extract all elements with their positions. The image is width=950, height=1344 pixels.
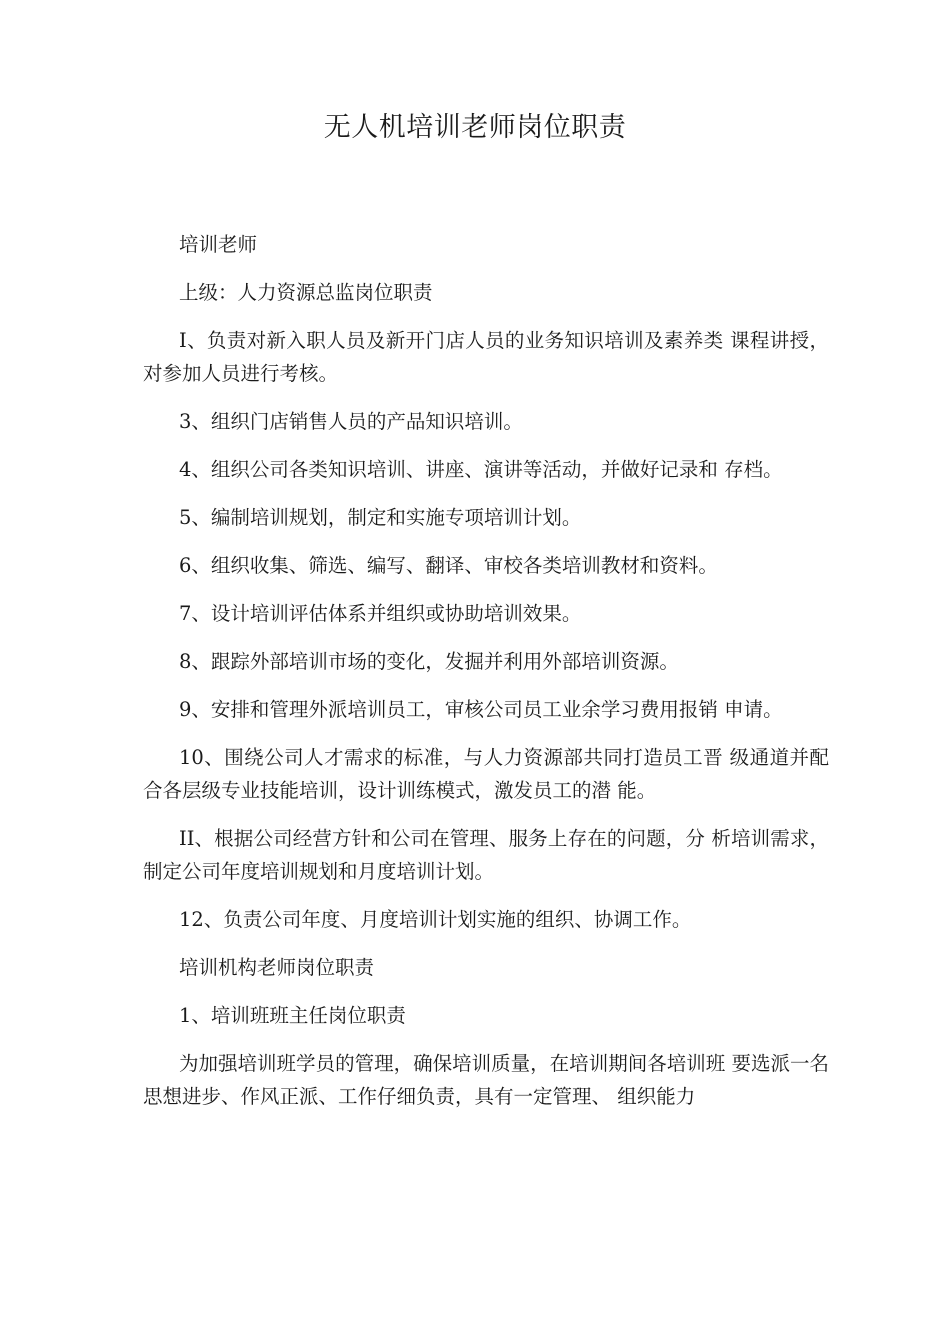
paragraph-2: 上级：人力资源总监岗位职责: [179, 281, 433, 304]
paragraph-8: 7、设计培训评估体系并组织或协助培训效果。: [179, 602, 582, 625]
document-title: 无人机培训老师岗位职责: [323, 112, 627, 143]
paragraph-16: 为加强培训班学员的管理，确保培训质量，在培训期间各培训班 要选派一名思想进步、作风正派、工作仔细负责，具有一定管理、 组织能力: [143, 1052, 829, 1108]
document-body: [143, 228, 829, 1128]
paragraph-6: 5、编制培训规划，制定和实施专项培训计划。: [179, 506, 582, 529]
paragraph-12: II、根据公司经营方针和公司在管理、服务上存在的问题，分 析培训需求，制定公司年度培训规划和月度培训计划。: [143, 827, 829, 883]
paragraph-11: 10、围绕公司人才需求的标准，与人力资源部共同打造员工晋 级通道并配合各层级专业技能培训，设计训练模式，激发员工的潜 能。: [143, 746, 829, 802]
paragraph-5: 4、组织公司各类知识培训、讲座、演讲等活动，并做好记录和 存档。: [179, 458, 783, 481]
paragraph-1: 培训老师: [179, 233, 258, 256]
paragraph-15: 1、培训班班主任岗位职责: [179, 1004, 406, 1027]
paragraph-4: 3、组织门店销售人员的产品知识培训。: [179, 410, 523, 433]
paragraph-13: 12、负责公司年度、月度培训计划实施的组织、协调工作。: [179, 908, 692, 931]
paragraph-3: I、负责对新入职人员及新开门店人员的业务知识培训及素养类 课程讲授，对参加人员进行考核。: [143, 329, 829, 385]
paragraph-7: 6、组织收集、筛选、编写、翻译、审校各类培训教材和资料。: [179, 554, 718, 577]
paragraph-14: 培训机构老师岗位职责: [179, 956, 375, 979]
paragraph-9: 8、跟踪外部培训市场的变化，发掘并利用外部培训资源。: [179, 650, 679, 673]
paragraph-10: 9、安排和管理外派培训员工，审核公司员工业余学习费用报销 申请。: [179, 698, 783, 721]
